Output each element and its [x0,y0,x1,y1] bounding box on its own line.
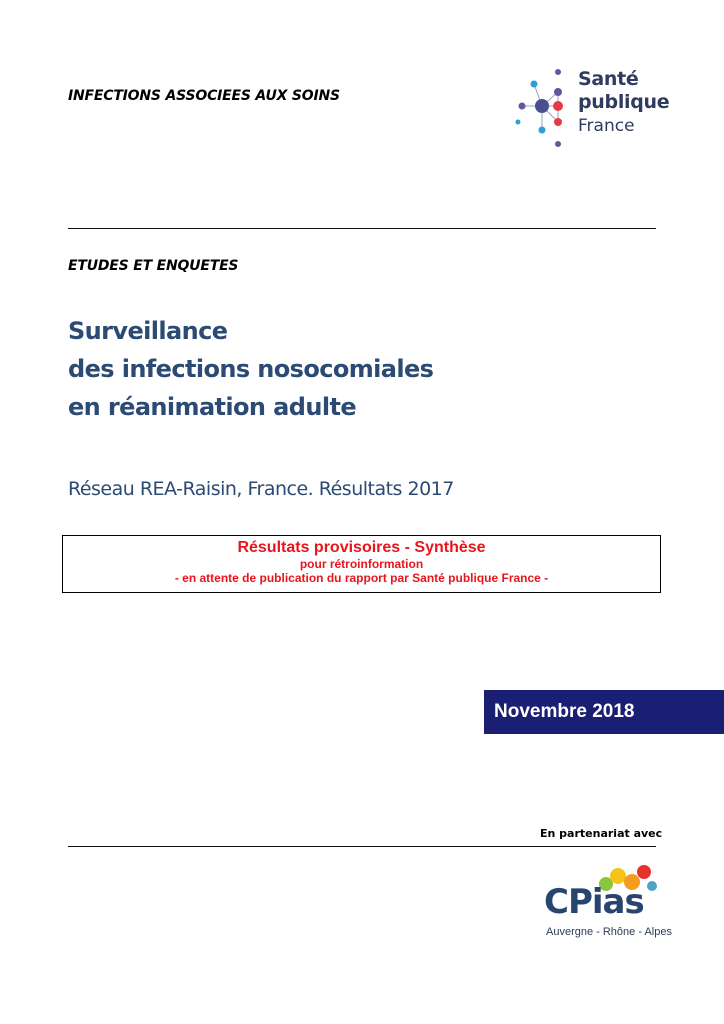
title-line1: Surveillance [68,317,228,345]
document-category: INFECTIONS ASSOCIEES AUX SOINS [68,88,340,104]
notice-purpose: pour rétroinformation [299,557,424,571]
bottom-divider [68,846,656,847]
title-line2: des infections nosocomiales [68,355,434,383]
sante-publique-france-logo [512,64,672,150]
section-label: ETUDES ET ENQUETES [68,258,239,274]
network-dots-logo-icon [512,64,576,150]
report-subtitle: Réseau REA-Raisin, France. Résultats 2017 [68,478,454,500]
cpias-region-label: Auvergne - Rhône - Alpes [546,926,672,938]
notice-headline: Résultats provisoires - Synthèse [237,539,486,556]
partnership-label: En partenariat avec [540,827,663,840]
logo-text-line2: publique [578,91,670,113]
cpias-logo [540,862,670,942]
publication-date-banner: Novembre 2018 [484,690,724,734]
notice-pending: - en attente de publication du rapport par Santé publique France - [174,571,549,585]
logo-text-line3: France [578,116,635,136]
provisional-results-notice [62,535,661,593]
logo-text-line1: Santé [578,68,639,90]
top-divider [68,228,656,229]
title-line3: en réanimation adulte [68,393,357,421]
cpias-wordmark: CPias [544,882,644,922]
report-title [68,312,433,426]
